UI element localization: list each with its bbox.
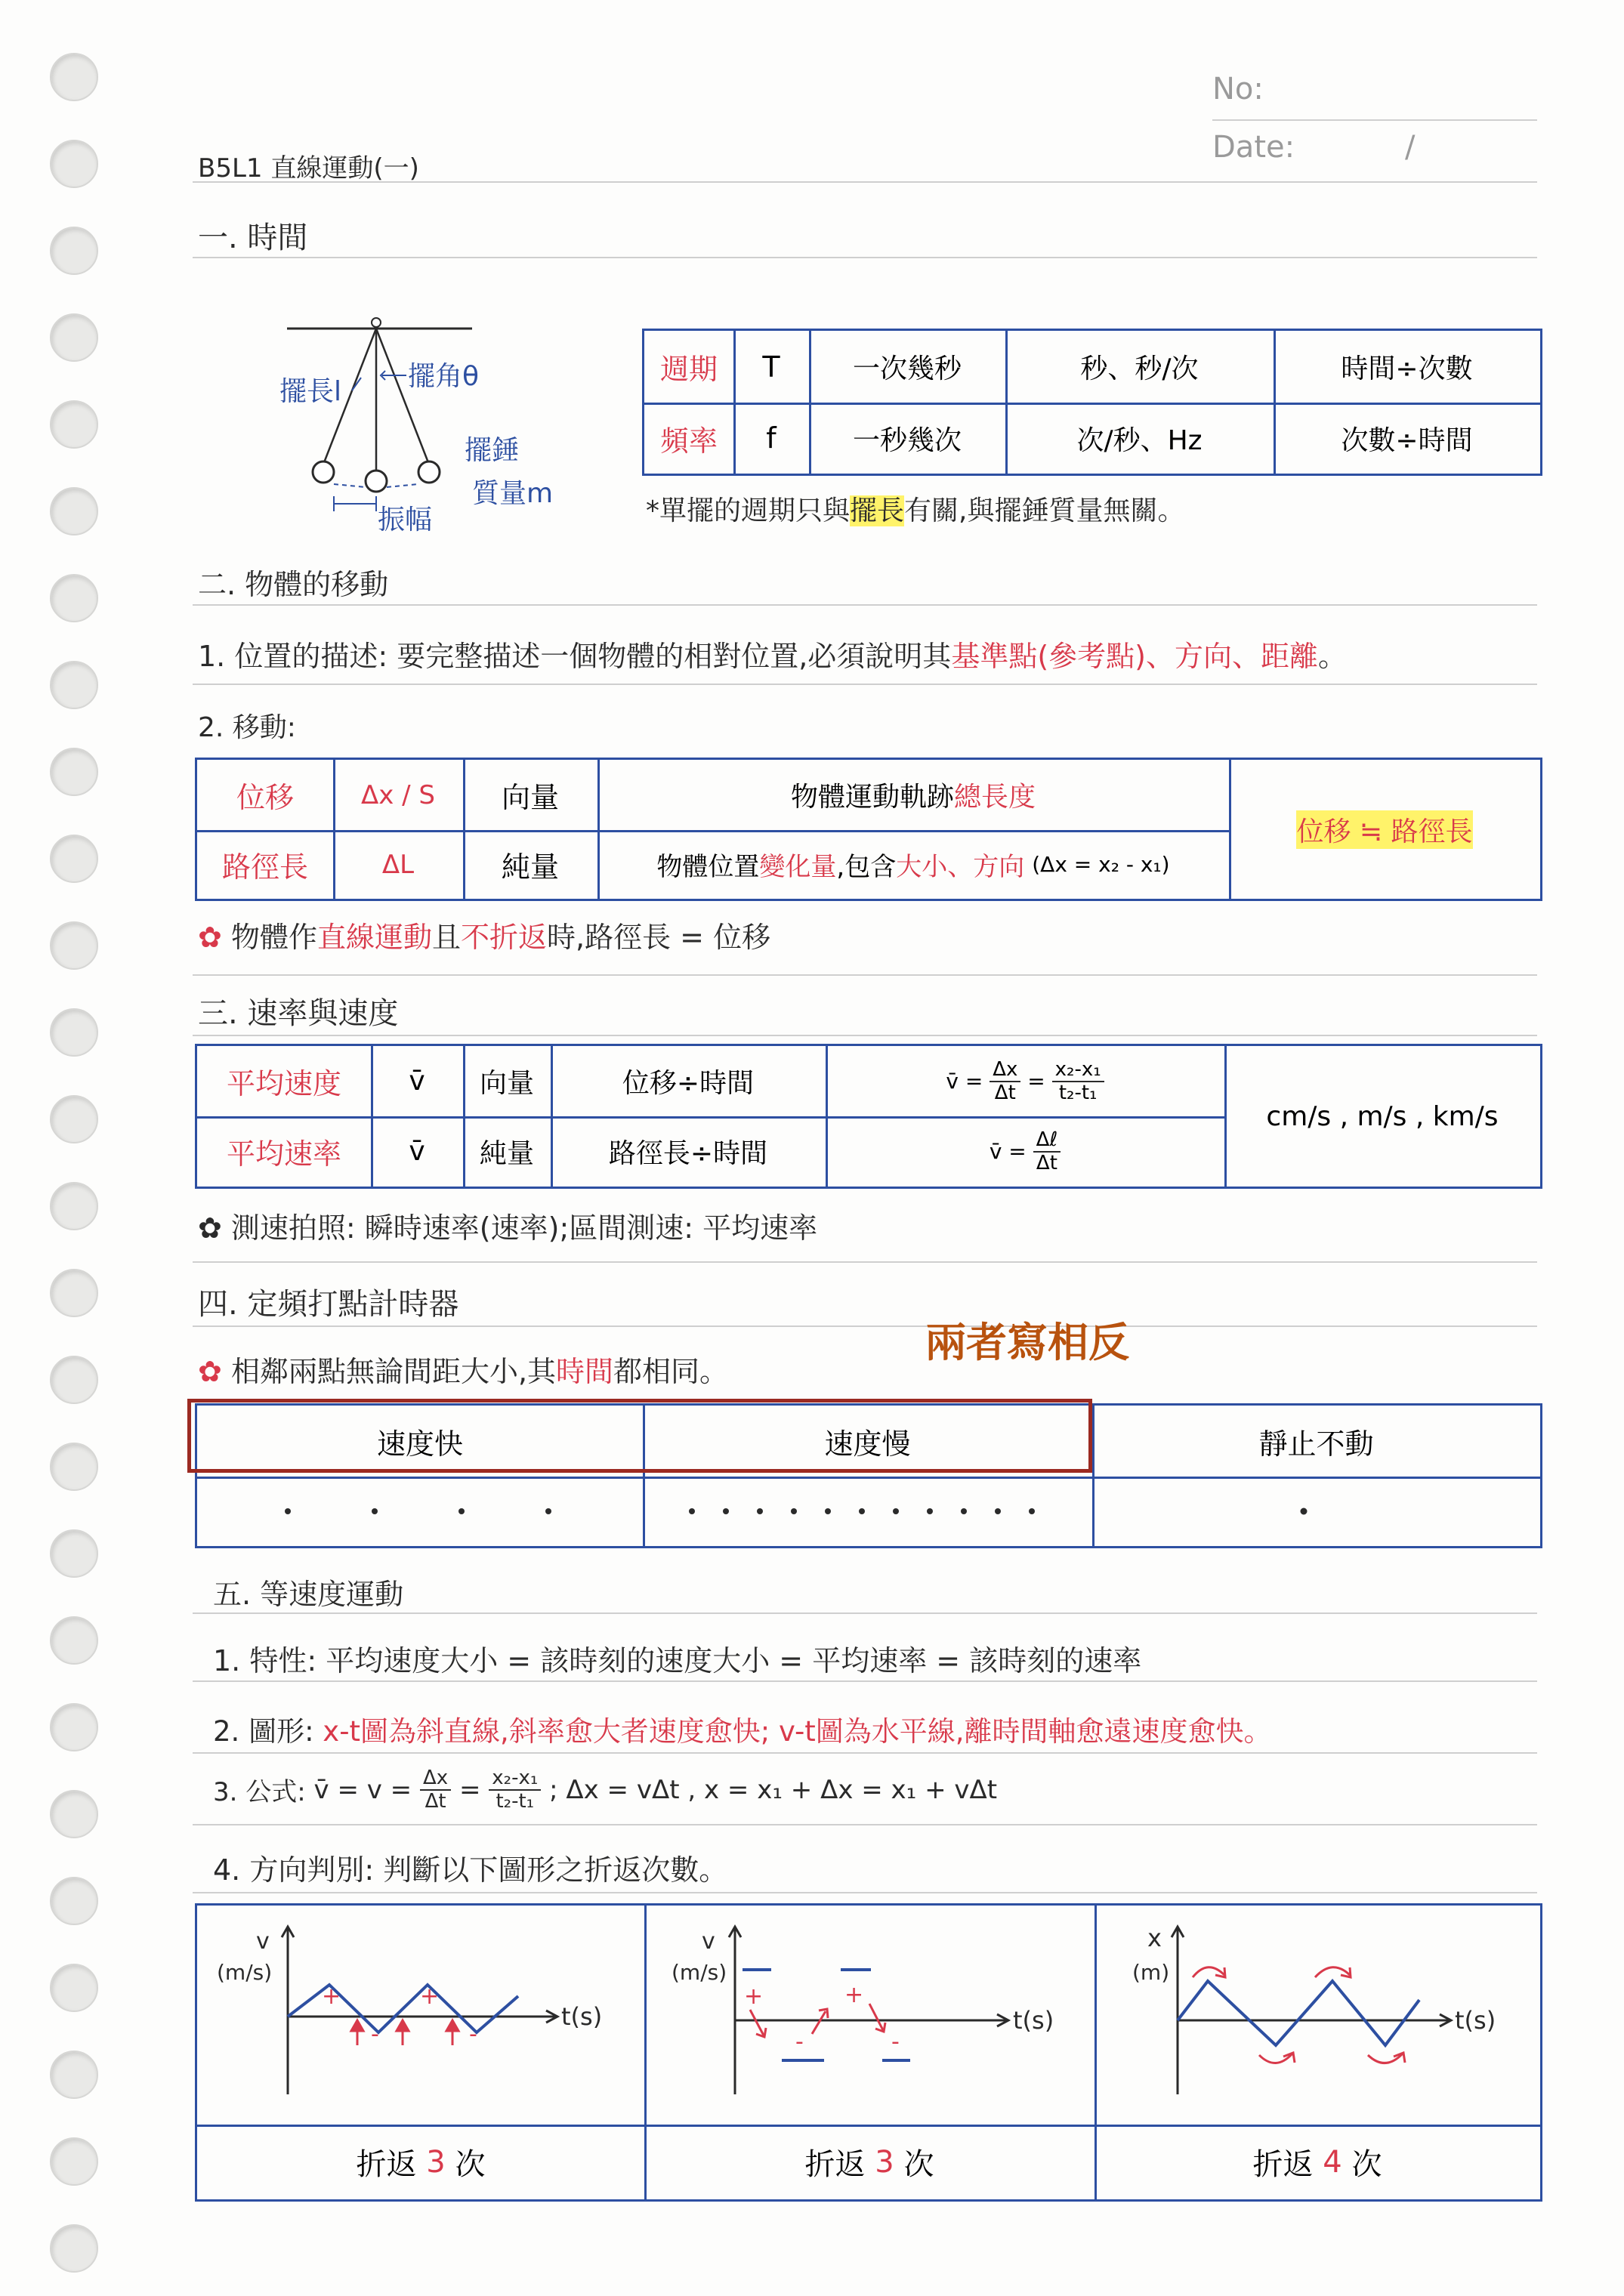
binder-hole <box>50 661 98 709</box>
frequency-formula: 次數÷時間 <box>1341 424 1473 456</box>
pendulum-angle-label: 擺角θ <box>408 361 480 392</box>
item-label: 3. 公式: <box>213 1777 306 1808</box>
section-5-title: 五. 等速度運動 <box>213 1578 404 1611</box>
section-4-title: 四. 定頻打點計時器 <box>198 1287 459 1322</box>
direction-question: 4. 方向判別: 判斷以下圖形之折返次數。 <box>213 1853 728 1887</box>
ruled-line <box>193 1035 1537 1036</box>
binder-hole <box>50 1790 98 1838</box>
formula-rest: ; Δx = vΔt , x = x₁ + Δx = x₁ + vΔt <box>549 1774 998 1805</box>
numerator: Δℓ <box>1033 1129 1061 1153</box>
average-velocity-formula: v̄ = $\frac{\Delta x}{\Delta t}$ = $\frac{\text{x₂-x₁}}{\text{t₂-t₁}}$ <box>826 1046 1224 1116</box>
denominator: Δt <box>994 1081 1016 1104</box>
cell-text: ,包含 <box>836 852 897 882</box>
average-speed-kind: 純量 <box>479 1138 534 1169</box>
path-length-name: 路徑長 <box>221 850 308 884</box>
fraction <box>1033 1129 1061 1174</box>
speed-table <box>195 1044 1542 1189</box>
average-velocity-definition: 位移÷時間 <box>622 1068 755 1099</box>
binder-hole <box>50 574 98 622</box>
binder-hole <box>50 835 98 883</box>
graph2-x-label: t(s) <box>1013 2006 1054 2035</box>
frequency-symbol: f <box>766 421 776 455</box>
uniform-motion-formula: 3. 公式: v̄ = v = $\frac{\Delta x}{\Delta t}$ = $\frac{\text{x₂-x₁}}{\text{t₂-t₁}}$ ; Δx = vΔt , x = x₁ + Δx = x₁ + vΔt <box>213 1767 998 1813</box>
cell-text: 物體運動軌跡 <box>790 782 954 813</box>
numerator: Δx <box>990 1059 1020 1082</box>
numerator: x₂-x₁ <box>1052 1059 1104 1082</box>
period-name: 週期 <box>659 353 718 386</box>
average-speed-formula <box>826 1116 1224 1187</box>
pendulum-note <box>646 489 1184 528</box>
item-label: 2. 圖形: <box>213 1715 314 1748</box>
note-text: 且 <box>431 921 461 954</box>
flower-bullet: ✿ <box>198 921 222 954</box>
cell-red-text: 總長度 <box>954 782 1036 813</box>
displacement-definition <box>597 830 1229 899</box>
binder-hole <box>50 53 98 101</box>
answer-count: 3 <box>875 2144 894 2180</box>
ruled-line <box>193 257 1537 258</box>
frequency-meaning: 一秒幾次 <box>852 424 962 456</box>
cell-red-text: 變化量 <box>759 852 837 882</box>
ruled-line <box>193 1752 1537 1754</box>
binder-hole <box>50 1356 98 1404</box>
straight-line-note <box>198 914 770 955</box>
date-label: Date: <box>1212 130 1295 165</box>
minus-sign: - <box>891 2029 900 2055</box>
pendulum-length-label: 擺長l <box>279 376 342 407</box>
ruled-line <box>193 1261 1537 1263</box>
binder-hole <box>50 2137 98 2186</box>
flower-bullet: ✿ <box>198 1355 222 1388</box>
denominator: Δt <box>425 1789 446 1813</box>
item-text: 1. 位置的描述: 要完整描述一個物體的相對位置,必須說明其 <box>198 640 952 673</box>
binder-hole <box>50 1008 98 1057</box>
binder-hole <box>50 140 98 188</box>
note-text: 都相同。 <box>613 1355 729 1388</box>
cell-formula: (Δx = x₂ - x₁) <box>1032 852 1170 877</box>
displacement-comparison <box>1229 760 1540 899</box>
plus-sign: + <box>844 1982 864 2008</box>
overlay-highlight-box <box>187 1399 1092 1473</box>
answer-count: 3 <box>426 2144 446 2180</box>
ticker-timer-note <box>198 1348 728 1390</box>
answer-text: 次 <box>455 2147 486 2182</box>
binder-hole <box>50 1529 98 1578</box>
pendulum-mass-label: 質量m <box>472 478 554 509</box>
path-length-kind: 純量 <box>501 850 559 884</box>
fraction <box>1052 1059 1104 1103</box>
fraction <box>420 1767 451 1812</box>
graph1-answer <box>197 2125 644 2199</box>
displacement-symbol: Δx / S <box>360 779 436 810</box>
fraction <box>990 1059 1020 1103</box>
graph1-x-label: t(s) <box>561 2002 603 2031</box>
binder-hole <box>50 1964 98 2012</box>
graph2-answer <box>644 2125 1095 2199</box>
uniform-motion-graph <box>213 1708 1272 1749</box>
plus-sign: + <box>322 1983 341 2010</box>
binder-hole <box>50 400 98 449</box>
binder-hole <box>50 1616 98 1665</box>
graph1-y-label: v <box>256 1928 270 1955</box>
minus-sign: - <box>371 2021 379 2048</box>
formula-lhs: v̄ = <box>989 1139 1027 1164</box>
binder-hole <box>50 1182 98 1230</box>
plus-sign: + <box>744 1983 764 2010</box>
displacement-name: 位移 <box>236 781 294 814</box>
ruled-line <box>193 1892 1537 1893</box>
binder-hole <box>50 2224 98 2273</box>
pendulum-bob-label: 擺錘 <box>465 435 520 466</box>
binder-hole <box>50 227 98 275</box>
position-description <box>198 633 1347 674</box>
graph3-x-label: t(s) <box>1455 2006 1496 2035</box>
binder-hole <box>50 1095 98 1143</box>
fast-header: 速度快 <box>376 1427 463 1461</box>
overlay-annotation: 兩者寫相反 <box>925 1318 1129 1366</box>
binder-hole <box>50 748 98 796</box>
still-dot <box>1301 1508 1308 1515</box>
denominator: t₂-t₁ <box>496 1789 535 1813</box>
plus-sign: + <box>420 1983 440 2010</box>
path-length-symbol: ΔL <box>381 849 415 880</box>
item-text: 。 <box>1317 640 1347 673</box>
speed-units: cm/s , m/s , km/s <box>1266 1100 1499 1132</box>
page-title: B5L1 直線運動(一) <box>198 153 419 184</box>
answer-text: 折返 <box>1252 2147 1314 2182</box>
graph3-y-label: x <box>1147 1924 1162 1952</box>
period-symbol: T <box>762 350 780 384</box>
ruled-line <box>193 974 1537 976</box>
binder-hole <box>50 2051 98 2099</box>
period-unit: 秒、秒/次 <box>1080 353 1199 384</box>
speed-camera-note: ✿ 測速拍照: 瞬時速率(速率);區間測速: 平均速率 <box>198 1211 818 1245</box>
binder-hole <box>50 1443 98 1491</box>
ruled-line <box>1212 119 1537 121</box>
frequency-unit: 次/秒、Hz <box>1076 424 1203 456</box>
ruled-line <box>193 1325 1537 1327</box>
binder-hole <box>50 1703 98 1751</box>
reversal-arrows <box>1193 1967 1405 2063</box>
no-label: No: <box>1212 72 1264 106</box>
section-1-title: 一. 時間 <box>198 221 308 255</box>
formula-lhs: v̄ = v = <box>313 1774 412 1805</box>
ruled-line <box>193 1680 1537 1682</box>
displacement-kind: 向量 <box>501 781 559 814</box>
ticker-dots <box>197 1477 1540 1546</box>
numerator: x₂-x₁ <box>489 1767 541 1791</box>
binder-hole <box>50 1877 98 1925</box>
binder-hole <box>50 921 98 970</box>
binder-hole <box>50 1269 98 1317</box>
period-meaning: 一次幾秒 <box>852 353 962 384</box>
note-text: 有關,與擺錘質量無關。 <box>904 495 1185 526</box>
graph1-y-unit: (m/s) <box>217 1960 273 1985</box>
numerator: Δx <box>420 1767 451 1791</box>
average-speed-name: 平均速率 <box>226 1137 341 1171</box>
note-red-text: 時間 <box>556 1355 614 1388</box>
answer-text: 次 <box>1351 2147 1382 2182</box>
answer-text: 次 <box>903 2147 934 2182</box>
fast-dots <box>285 1508 551 1514</box>
answer-text: 折返 <box>804 2147 866 2182</box>
minus-sign: - <box>795 2029 804 2055</box>
section-3-title: 三. 速率與速度 <box>198 996 399 1031</box>
item-red-text: 基準點(參考點)、方向、距離 <box>951 640 1318 673</box>
movement-title: 2. 移動: <box>198 712 296 743</box>
reversal-graphs-table <box>195 1903 1542 2202</box>
slow-header: 速度慢 <box>824 1427 911 1461</box>
note-highlight: 擺長 <box>850 495 905 526</box>
note-text: 時,路徑長 = 位移 <box>547 921 771 954</box>
binder-hole <box>50 313 98 362</box>
path-length-definition <box>597 760 1229 830</box>
still-header: 靜止不動 <box>1258 1427 1374 1461</box>
note-red-text: 直線運動 <box>316 921 432 954</box>
pendulum-amplitude-label: 振幅 <box>378 505 433 535</box>
fraction <box>489 1767 541 1812</box>
graph3-answer <box>1095 2125 1540 2199</box>
displacement-table <box>195 758 1542 901</box>
slow-dots <box>689 1508 1035 1514</box>
time-table <box>642 329 1542 476</box>
average-velocity-symbol: v̄ <box>409 1066 425 1097</box>
section-2-title: 二. 物體的移動 <box>198 568 389 601</box>
frequency-name: 頻率 <box>659 424 718 458</box>
answer-text: 折返 <box>356 2147 417 2182</box>
binder-hole <box>50 487 98 535</box>
formula-lhs: v̄ = <box>946 1069 983 1094</box>
period-formula: 時間÷次數 <box>1341 353 1473 384</box>
graph2-y-label: v <box>702 1928 715 1955</box>
denominator: t₂-t₁ <box>1058 1081 1098 1104</box>
average-velocity-name: 平均速度 <box>226 1067 341 1100</box>
graph3-y-unit: (m) <box>1132 1960 1170 1985</box>
date-separator: / <box>1405 130 1416 165</box>
note-text: *單擺的週期只與 <box>646 495 851 526</box>
cell-text: 物體位置 <box>656 852 760 882</box>
ruled-line <box>193 604 1537 606</box>
item-red-text: x-t圖為斜直線,斜率愈大者速度愈快; v-t圖為水平線,離時間軸愈遠速度愈快。 <box>323 1715 1272 1748</box>
ruled-line <box>193 1824 1537 1825</box>
note-text: 物體作 <box>230 921 317 954</box>
average-speed-symbol: v̄ <box>409 1136 425 1167</box>
ruled-line <box>193 684 1537 685</box>
average-speed-definition: 路徑長÷時間 <box>608 1138 768 1169</box>
note-red-text: 不折返 <box>460 921 547 954</box>
minus-sign: - <box>469 2021 477 2048</box>
reversal-arrows <box>351 2020 458 2045</box>
note-text: 相鄰兩點無論間距大小,其 <box>230 1355 557 1388</box>
denominator: Δt <box>1036 1151 1057 1174</box>
graph2-y-unit: (m/s) <box>672 1960 727 1985</box>
cell-red-text: 大小、方向 <box>896 852 1025 882</box>
ruled-line <box>193 1612 1537 1614</box>
uniform-motion-property: 1. 特性: 平均速度大小 = 該時刻的速度大小 = 平均速率 = 該時刻的速率 <box>213 1644 1142 1677</box>
comparison-text: 位移 ≒ 路徑長 <box>1296 810 1472 849</box>
answer-count: 4 <box>1323 2144 1342 2180</box>
average-velocity-kind: 向量 <box>479 1068 534 1099</box>
